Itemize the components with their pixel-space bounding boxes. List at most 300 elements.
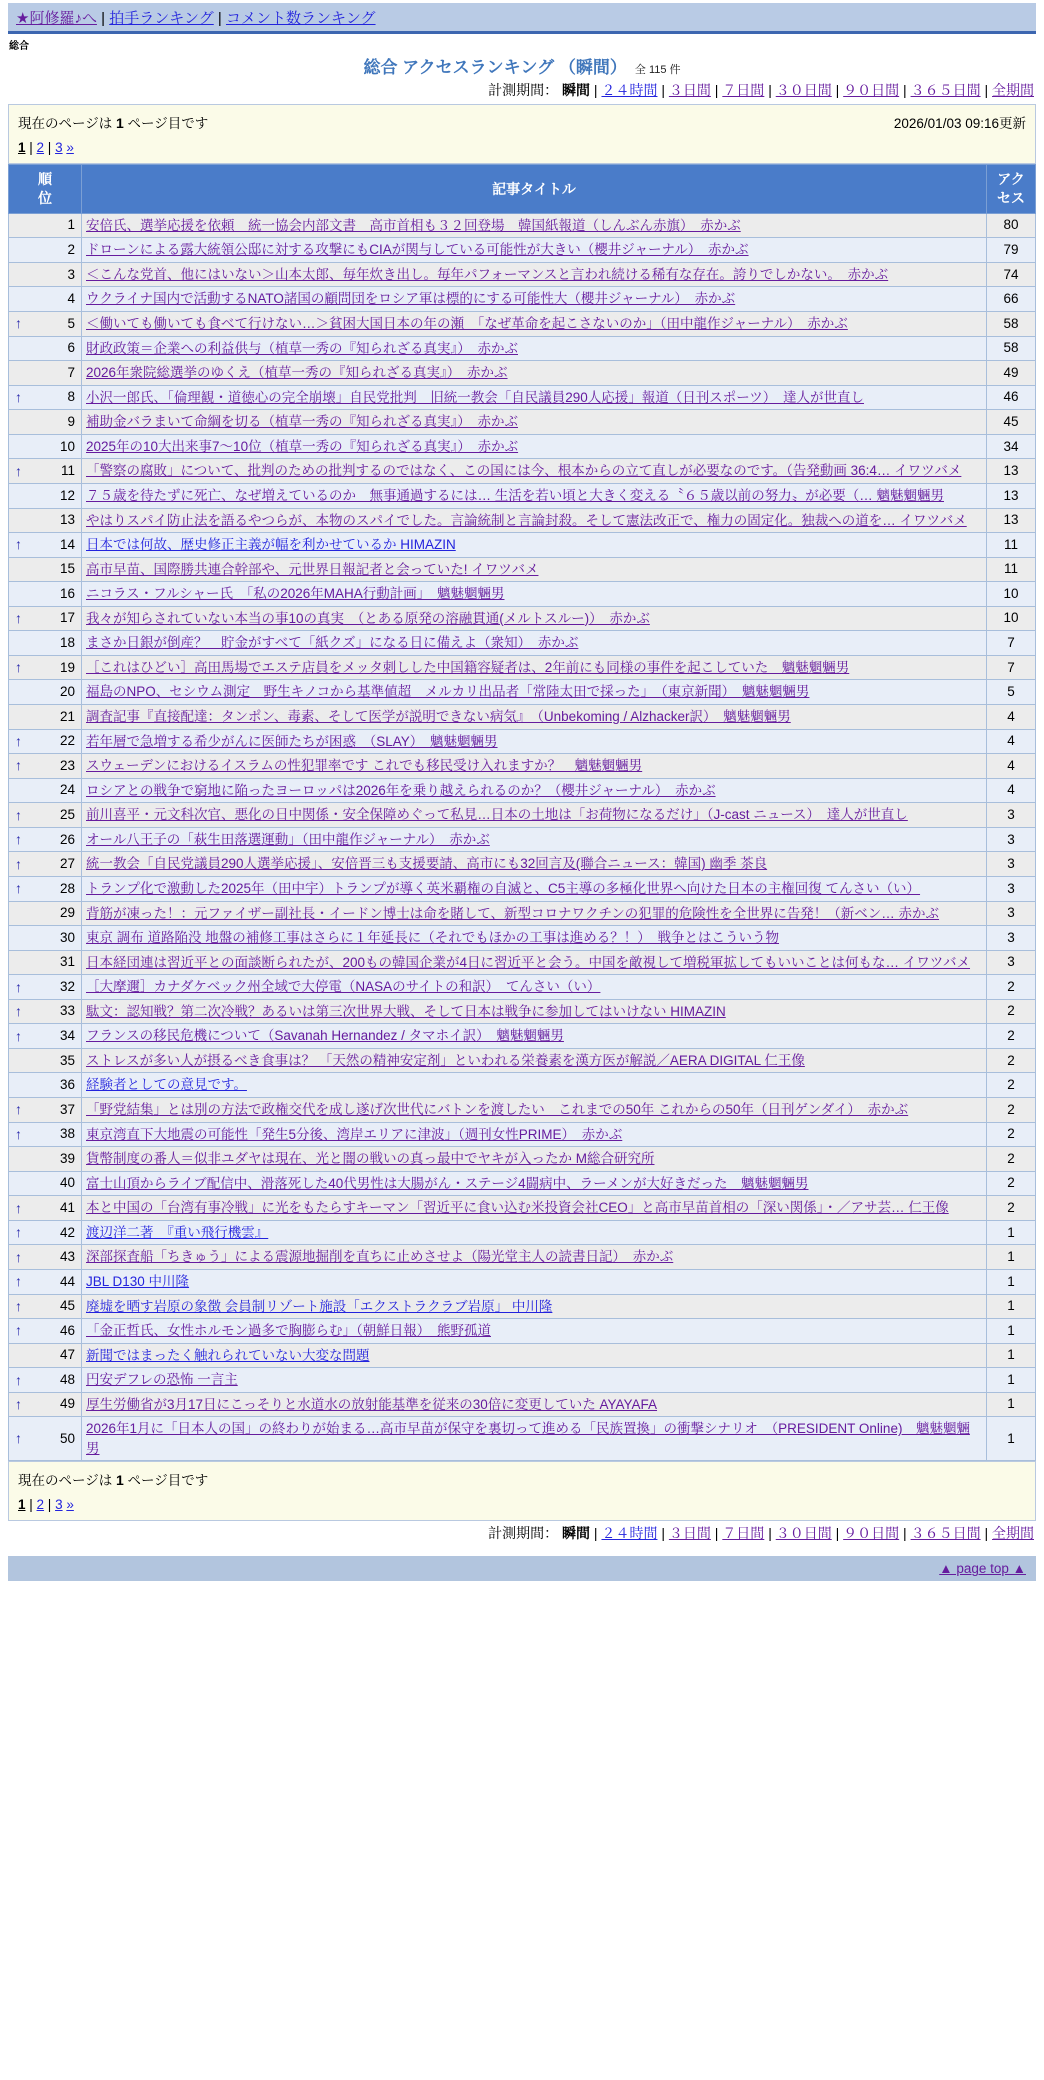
article-link[interactable]: 統一教会「自民党議員290人選挙応援」、安倍晋三も支援要請、高市にも32回言及(聯合ニュース：韓国) 幽季 茶良 xyxy=(86,856,768,872)
article-link[interactable]: 東京 調布 道路陥没 地盤の補修工事はさらに１年延長に（それでもほかの工事は進める？！） 戦争とはこういう物 xyxy=(86,930,780,946)
period-option-1[interactable]: ２４時間 xyxy=(601,82,658,98)
access-count: 10 xyxy=(987,606,1036,631)
table-row xyxy=(9,1122,1036,1147)
rank-number: 5 xyxy=(67,315,75,331)
rank-number: 9 xyxy=(67,413,75,429)
access-count: 3 xyxy=(987,950,1036,975)
article-link[interactable]: 本と中国の「台湾有事冷戦」に光をもたらすキーマン「習近平に食い込む米投資会社CEO」と高市早苗首相の「深い関係」・／アサ芸… 仁王像 xyxy=(86,1200,949,1216)
table-row xyxy=(9,1147,1036,1172)
article-link[interactable]: 高市早苗、国際勝共連合幹部や、元世界日報記者と会っていた! イワツバメ xyxy=(86,561,539,577)
up-arrow-icon: ↑ xyxy=(15,1297,22,1314)
rank-cell xyxy=(9,582,82,607)
article-link[interactable]: 新聞ではまったく触れられていない大変な問題 xyxy=(86,1347,370,1363)
table-row xyxy=(9,361,1036,386)
access-count: 1 xyxy=(987,1392,1036,1417)
article-link[interactable]: 若年層で急増する希少がんに医師たちが困惑 （SLAY） 魑魅魍魎男 xyxy=(86,733,498,749)
up-arrow-icon: ↑ xyxy=(15,1125,22,1142)
page-link-2[interactable]: 2 xyxy=(36,1497,45,1513)
rank-number: 31 xyxy=(59,954,75,970)
article-link[interactable]: 富士山頂からライブ配信中、滑落死した40代男性は大腸がん・ステージ4闘病中、ラーメンが大好きだった 魑魅魍魎男 xyxy=(86,1175,809,1191)
article-link[interactable]: 2026年衆院総選挙のゆくえ（植草一秀の『知られざる真実』） 赤かぶ xyxy=(86,365,508,381)
title-cell xyxy=(82,336,987,361)
rank-number: 43 xyxy=(59,1249,75,1265)
rank-cell xyxy=(9,1392,82,1417)
access-count: 2 xyxy=(987,975,1036,1000)
table-row xyxy=(9,434,1036,459)
rank-number: 35 xyxy=(59,1052,75,1068)
page-link-3[interactable]: 3 xyxy=(55,140,63,155)
period-option-4[interactable]: ３０日間 xyxy=(775,82,832,98)
article-link[interactable]: 我々が知らされていない本当の事10の真実 （とある原発の溶融貫通(メルトスルー)） 赤かぶ xyxy=(86,610,650,626)
access-count: 3 xyxy=(987,926,1036,951)
up-arrow-icon: ↑ xyxy=(15,1322,22,1339)
rank-cell xyxy=(9,606,82,631)
article-link[interactable]: ［これはひどい］高田馬場でエステ店員をメッタ刺しした中国籍容疑者は、2年前にも同様の事件を起こしていた 魑魅魍魎男 xyxy=(86,659,850,675)
article-link[interactable]: 日本では何故、歴史修正主義が幅を利かせているか HIMAZIN xyxy=(86,537,456,553)
period-current: 瞬間 xyxy=(562,82,591,98)
rank-cell xyxy=(9,434,82,459)
rank-cell xyxy=(9,680,82,705)
period-option-3[interactable]: ７日間 xyxy=(722,82,765,98)
rank-number: 39 xyxy=(59,1150,75,1166)
rank-number: 7 xyxy=(67,364,75,380)
rank-cell xyxy=(9,508,82,533)
access-count: 3 xyxy=(987,803,1036,828)
access-count: 58 xyxy=(987,336,1036,361)
category-label: 総合 xyxy=(9,41,29,52)
table-row xyxy=(9,1048,1036,1073)
access-count: 2 xyxy=(987,1122,1036,1147)
title-cell xyxy=(82,655,987,680)
up-arrow-icon: ↑ xyxy=(15,732,22,749)
title-cell xyxy=(82,434,987,459)
rank-cell xyxy=(9,238,82,263)
updated-timestamp: 2026/01/03 09:16更新 xyxy=(893,116,1026,131)
access-count: 34 xyxy=(987,434,1036,459)
title-cell xyxy=(82,1098,987,1123)
article-link[interactable]: 駄文：認知戦？第二次冷戦？あるいは第三次世界大戦、そして日本は戦争に参加してはいけない HIMAZIN xyxy=(86,1003,726,1019)
table-row xyxy=(9,754,1036,779)
table-row xyxy=(9,410,1036,435)
article-link[interactable]: 2025年の10大出来事7～10位（植草一秀の『知られざる真実』） 赤かぶ xyxy=(86,438,519,454)
title-cell xyxy=(82,238,987,263)
title-cell xyxy=(82,1048,987,1073)
rank-cell xyxy=(9,312,82,337)
article-link[interactable]: ［大摩邇］カナダケベック州全域で大停電（NASAのサイトの和訳） てんさい（い） xyxy=(86,979,601,995)
access-count: 3 xyxy=(987,876,1036,901)
article-link[interactable]: 「警察の腐敗」について、批判のための批判するのではなく、この国には今、根本からの立て直しが必要なのです。（告発動画 36:4… イワツバメ xyxy=(86,463,962,479)
title-cell xyxy=(82,876,987,901)
page-top-link[interactable]: ▲ page top ▲ xyxy=(939,1561,1026,1577)
rank-cell xyxy=(9,1098,82,1123)
period-selector-bottom: 計測期間： 瞬間 | ２４時間 | ３日間 | ７日間 | ３０日間 | ９０日間 | ３６５日間 | 全期間 xyxy=(488,1525,1034,1542)
article-link[interactable]: 安倍氏、選挙応援を依頼 統一協会内部文書 高市首相も３２回登場 韓国紙報道（しんぶん赤旗） 赤かぶ xyxy=(86,217,741,233)
article-link[interactable]: フランスの移民危機について（Savanah Hernandez / タマホイ訳） 魑魅魍魎男 xyxy=(86,1028,564,1044)
article-link[interactable]: ニコラス・フルシャー氏 「私の2026年MAHA行動計画」 魑魅魍魎男 xyxy=(86,586,505,602)
rank-cell xyxy=(9,754,82,779)
pager-status-line: 2026/01/03 09:16更新 現在のページは 1 ページ目です xyxy=(18,112,1026,132)
rank-column-header: 順位 xyxy=(9,165,82,214)
rank-number: 21 xyxy=(59,708,75,724)
table-row xyxy=(9,631,1036,656)
access-count: 3 xyxy=(987,852,1036,877)
article-link[interactable]: 「野党結集」とは別の方法で政権交代を成し遂げ次世代にバトンを渡したい これまでの50年 これからの50年（日刊ゲンダイ） 赤かぶ xyxy=(86,1102,909,1118)
article-link[interactable]: 日本経団連は習近平との面談断られたが、200もの韓国企業が4日に習近平と会う。中国を敵視して増税軍拡してもいいことは何もな… イワツバメ xyxy=(86,954,971,970)
rank-number: 4 xyxy=(67,291,75,307)
access-column-header: アクセス xyxy=(987,165,1036,214)
title-cell xyxy=(82,901,987,926)
title-cell xyxy=(82,508,987,533)
table-row xyxy=(9,1024,1036,1049)
rank-cell xyxy=(9,213,82,238)
rank-cell xyxy=(9,1024,82,1049)
article-link[interactable]: オール八王子の「萩生田落選運動」（田中龍作ジャーナル） 赤かぶ xyxy=(86,831,490,847)
table-row xyxy=(9,999,1036,1024)
article-link[interactable]: 補助金バラまいて命綱を切る（植草一秀の『知られざる真実』） 赤かぶ xyxy=(86,414,518,430)
total-count: 全 115 件 xyxy=(634,64,681,76)
rank-number: 25 xyxy=(59,806,75,822)
table-row xyxy=(9,262,1036,287)
article-link[interactable]: ロシアとの戦争で窮地に陥ったヨーロッパは2026年を乗り越えられるのか？（櫻井ジャーナル） 赤かぶ xyxy=(86,782,716,798)
table-row xyxy=(9,213,1036,238)
access-count: 4 xyxy=(987,705,1036,730)
up-arrow-icon: ↑ xyxy=(15,1101,22,1118)
rank-number: 29 xyxy=(59,905,75,921)
table-row xyxy=(9,1171,1036,1196)
rank-cell xyxy=(9,1147,82,1172)
article-link[interactable]: 廃墟を晒す岩原の象徴 会員制リゾート施設「エクストラクラブ岩原」 中川隆 xyxy=(86,1298,553,1314)
rank-number: 26 xyxy=(59,831,75,847)
access-count: 2 xyxy=(987,1147,1036,1172)
title-column-header: 記事タイトル xyxy=(82,165,987,214)
current-page-number: 1 xyxy=(115,1472,124,1489)
table-row xyxy=(9,876,1036,901)
title-cell xyxy=(82,582,987,607)
article-link[interactable]: スウェーデンにおけるイスラムの性犯罪率です これでも移民受け入れますか？ 魑魅魍魎男 xyxy=(86,758,643,774)
title-cell xyxy=(82,262,987,287)
up-arrow-icon: ↑ xyxy=(15,610,22,627)
rank-number: 11 xyxy=(60,463,75,479)
up-arrow-icon: ↑ xyxy=(15,1027,22,1044)
title-cell xyxy=(82,213,987,238)
next-page-link[interactable]: » xyxy=(66,140,74,155)
article-link[interactable]: 経験者としての意見です。 xyxy=(86,1077,247,1093)
table-row xyxy=(9,1392,1036,1417)
period-option-4[interactable]: ３０日間 xyxy=(775,1525,832,1542)
table-row xyxy=(9,238,1036,263)
up-arrow-icon: ↑ xyxy=(15,880,22,897)
title-cell xyxy=(82,1392,987,1417)
rank-number: 34 xyxy=(59,1028,75,1043)
up-arrow-icon: ↑ xyxy=(15,315,22,332)
title-cell xyxy=(82,1368,987,1393)
access-count: 11 xyxy=(987,557,1036,582)
rank-cell xyxy=(9,950,82,975)
up-arrow-icon: ↑ xyxy=(15,978,22,995)
rank-cell xyxy=(9,1122,82,1147)
access-count: 1 xyxy=(987,1245,1036,1270)
title-cell xyxy=(82,705,987,730)
table-row xyxy=(9,533,1036,558)
rank-number: 45 xyxy=(59,1298,75,1314)
rank-cell xyxy=(9,901,82,926)
rank-cell xyxy=(9,1196,82,1221)
title-cell xyxy=(82,483,987,508)
up-arrow-icon: ↑ xyxy=(15,831,22,848)
rank-cell xyxy=(9,385,82,410)
period-option-2[interactable]: ３日間 xyxy=(668,82,711,98)
rank-number: 6 xyxy=(67,340,75,356)
rank-cell xyxy=(9,803,82,828)
article-link[interactable]: 背筋が凍った！：元ファイザー副社長・イードン博士は命を賭して、新型コロナワクチンの犯罪的危険性を全世界に告発！（新ベン… 赤かぶ xyxy=(86,905,940,921)
rank-number: 48 xyxy=(59,1371,75,1387)
pager-status-line: 現在のページは 1 ページ目です xyxy=(18,1472,209,1489)
title-cell xyxy=(82,1147,987,1172)
rank-number: 44 xyxy=(59,1273,75,1289)
table-row xyxy=(9,852,1036,877)
period-option-7[interactable]: 全期間 xyxy=(992,82,1034,98)
rank-number: 36 xyxy=(59,1077,75,1093)
access-count: 46 xyxy=(987,385,1036,410)
rank-number: 19 xyxy=(59,659,75,675)
title-cell xyxy=(82,999,987,1024)
rank-number: 41 xyxy=(59,1199,75,1215)
title-cell xyxy=(82,557,987,582)
rank-number: 27 xyxy=(59,856,75,872)
period-current: 瞬間 xyxy=(562,1525,591,1542)
page-link-3[interactable]: 3 xyxy=(55,1497,63,1513)
table-row xyxy=(9,803,1036,828)
page-current: 1 xyxy=(18,140,26,155)
rank-cell xyxy=(9,852,82,877)
access-count: 2 xyxy=(987,1196,1036,1221)
access-count: 10 xyxy=(987,582,1036,607)
table-header-row xyxy=(9,165,1036,214)
access-count: 3 xyxy=(987,827,1036,852)
page xyxy=(4,0,1040,2070)
up-arrow-icon: ↑ xyxy=(15,1273,22,1290)
rank-number: 24 xyxy=(59,782,75,798)
table-row xyxy=(9,1073,1036,1098)
table-row xyxy=(9,459,1036,484)
period-selector-top: 計測期間： 瞬間 | ２４時間 | ３日間 | ７日間 | ３０日間 | ９０日間 | ３６５日間 | 全期間 xyxy=(488,82,1034,98)
article-link[interactable]: 福島のNPO、セシウム測定 野生キノコから基準値超 メルカリ出品者「常陸太田で採った」 （東京新聞） 魑魅魍魎男 xyxy=(86,684,810,700)
article-link[interactable]: 厚生労働省が3月17日にこっそりと水道水の放射能基準を従来の30倍に変更していた AYAYAFA xyxy=(86,1396,658,1412)
topnav-link-3[interactable]: コメント数ランキング xyxy=(225,10,376,27)
table-row xyxy=(9,1417,1036,1461)
rank-cell xyxy=(9,1220,82,1245)
table-row xyxy=(9,705,1036,730)
article-link[interactable]: ＜こんな党首、他にはいない＞山本太郎、毎年炊き出し。毎年パフォーマンスと言われ続ける稀有な存在。誇りでしかない。 赤かぶ xyxy=(86,266,889,282)
period-option-6[interactable]: ３６５日間 xyxy=(910,82,981,98)
title-cell xyxy=(82,1024,987,1049)
title-cell xyxy=(82,778,987,803)
article-link[interactable]: 渡辺洋二著 『重い飛行機雲』 xyxy=(86,1224,269,1240)
title-cell xyxy=(82,754,987,779)
title-cell xyxy=(82,385,987,410)
rank-number: 23 xyxy=(59,757,75,773)
rank-number: 33 xyxy=(59,1003,75,1019)
article-link[interactable]: ストレスが多い人が摂るべき食事は？ 「天然の精神安定剤」といわれる栄養素を漢方医が解説／AERA DIGITAL 仁王像 xyxy=(86,1052,805,1068)
rank-number: 49 xyxy=(59,1396,75,1412)
access-count: 74 xyxy=(987,262,1036,287)
rank-cell xyxy=(9,336,82,361)
page-current: 1 xyxy=(18,1497,26,1513)
rank-number: 15 xyxy=(59,561,75,577)
article-link[interactable]: 貨幣制度の番人＝似非ユダヤは現在、光と闇の戦いの真っ最中でヤキが入ったか M総合研究所 xyxy=(86,1151,655,1167)
topnav-link-1[interactable]: ★阿修羅♪へ xyxy=(16,10,97,27)
up-arrow-icon: ↑ xyxy=(15,1003,22,1020)
title-cell xyxy=(82,803,987,828)
pager-box-top xyxy=(8,104,1036,164)
title-cell xyxy=(82,1294,987,1319)
rank-number: 20 xyxy=(59,684,75,700)
current-page-number: 1 xyxy=(115,115,124,131)
table-row xyxy=(9,778,1036,803)
article-link[interactable]: まさか日銀が倒産？ 貯金がすべて「紙クズ」になる日に備えよ（衆知） 赤かぶ xyxy=(86,635,579,651)
table-row xyxy=(9,729,1036,754)
up-arrow-icon: ↑ xyxy=(15,1371,22,1388)
rank-cell xyxy=(9,1368,82,1393)
access-count: 1 xyxy=(987,1220,1036,1245)
article-link[interactable]: ドローンによる露大統領公邸に対する攻撃にもCIAが関与している可能性が大きい（櫻井ジャーナル） 赤かぶ xyxy=(86,242,749,258)
period-option-2[interactable]: ３日間 xyxy=(668,1525,711,1542)
access-count: 45 xyxy=(987,410,1036,435)
rank-number: 3 xyxy=(67,266,75,282)
access-count: 2 xyxy=(987,1098,1036,1123)
table-row xyxy=(9,901,1036,926)
period-option-5[interactable]: ９０日間 xyxy=(843,1525,900,1542)
table-row xyxy=(9,287,1036,312)
article-link[interactable]: トランプ化で激動した2025年（田中宇）トランプが導く英米覇権の自滅と、C5主導の多極化世界へ向けた日本の主権回復 てんさい（い） xyxy=(86,880,921,896)
access-count: 1 xyxy=(987,1294,1036,1319)
access-count: 13 xyxy=(987,459,1036,484)
pager-links: 1 | 2 | 3 » xyxy=(18,140,74,155)
title-cell xyxy=(82,950,987,975)
up-arrow-icon: ↑ xyxy=(15,536,22,553)
table-row xyxy=(9,1368,1036,1393)
article-link[interactable]: 円安デフレの恐怖 一言主 xyxy=(86,1372,238,1388)
access-count: 66 xyxy=(987,287,1036,312)
rank-cell xyxy=(9,705,82,730)
article-link[interactable]: やはりスパイ防止法を語るやつらが、本物のスパイでした。言論統制と言論封殺。そして憲法改正で、権力の固定化。独裁への道を… イワツバメ xyxy=(86,512,967,528)
table-row xyxy=(9,680,1036,705)
article-link[interactable]: 深部探査船「ちきゅう」による震源地掘削を直ちに止めさせよ（陽光堂主人の読書日記） 赤かぶ xyxy=(86,1249,674,1265)
table-row xyxy=(9,655,1036,680)
access-count: 80 xyxy=(987,213,1036,238)
table-row xyxy=(9,336,1036,361)
up-arrow-icon: ↑ xyxy=(15,462,22,479)
article-link[interactable]: 東京湾直下大地震の可能性「発生5分後、湾岸エリアに津波」（週刊女性PRIME） 赤かぶ xyxy=(86,1126,623,1142)
title-cell xyxy=(82,1417,987,1461)
period-label: 計測期間： xyxy=(488,1525,563,1542)
page-title: 総合 アクセスランキング （瞬間） xyxy=(363,58,627,77)
topnav-link-2[interactable]: 拍手ランキング xyxy=(109,10,214,27)
period-option-3[interactable]: ７日間 xyxy=(722,1525,765,1542)
access-count: 1 xyxy=(987,1269,1036,1294)
article-link[interactable]: ＜働いても働いても食べて行けない…＞貧困大国日本の年の瀬 「なぜ革命を起こさないのか」（田中龍作ジャーナル） 赤かぶ xyxy=(86,316,848,332)
access-count: 5 xyxy=(987,680,1036,705)
rank-number: 13 xyxy=(59,512,75,528)
rank-number: 14 xyxy=(59,536,75,552)
rank-cell xyxy=(9,361,82,386)
rank-cell xyxy=(9,459,82,484)
title-cell xyxy=(82,410,987,435)
table-row xyxy=(9,1319,1036,1344)
rank-cell xyxy=(9,1417,82,1461)
rank-cell xyxy=(9,729,82,754)
table-row xyxy=(9,312,1036,337)
rank-cell xyxy=(9,655,82,680)
table-row xyxy=(9,950,1036,975)
title-cell xyxy=(82,1073,987,1098)
title-cell xyxy=(82,729,987,754)
rank-number: 12 xyxy=(59,487,75,503)
rank-cell xyxy=(9,1343,82,1368)
next-page-link[interactable]: » xyxy=(66,1497,74,1513)
article-link[interactable]: 調査記事『直接配達：タンポン、毒素、そして医学が説明できない病気』 （Unbekoming / Alzhacker訳） 魑魅魍魎男 xyxy=(86,709,791,725)
rank-number: 10 xyxy=(59,438,75,454)
page-link-2[interactable]: 2 xyxy=(36,140,45,155)
up-arrow-icon: ↑ xyxy=(15,855,22,872)
rank-cell xyxy=(9,926,82,951)
article-link[interactable]: 小沢一郎氏、「倫理観・道徳心の完全崩壊」自民党批判 旧統一教会「自民議員290人応援」報道（日刊スポーツ） 達人が世直し xyxy=(86,389,864,405)
rank-number: 32 xyxy=(59,978,75,994)
table-row xyxy=(9,582,1036,607)
article-link[interactable]: 「金正哲氏、女性ホルモン過多で胸膨らむ」（朝鮮日報） 熊野孤道 xyxy=(86,1323,491,1339)
article-link[interactable]: ウクライナ国内で活動するNATO諸国の顧問団をロシア軍は標的にする可能性大（櫻井ジャーナル） 赤かぶ xyxy=(86,291,736,307)
title-cell xyxy=(82,1319,987,1344)
rank-number: 28 xyxy=(59,880,75,896)
title-cell xyxy=(82,1196,987,1221)
title-cell xyxy=(82,459,987,484)
rank-number: 22 xyxy=(59,733,75,749)
rank-cell xyxy=(9,410,82,435)
title-cell xyxy=(82,680,987,705)
title-line xyxy=(8,53,1036,78)
article-link[interactable]: JBL D130 中川隆 xyxy=(86,1273,190,1289)
period-option-1[interactable]: ２４時間 xyxy=(601,1525,658,1542)
rank-cell xyxy=(9,533,82,558)
period-option-5[interactable]: ９０日間 xyxy=(843,82,900,98)
access-count: 2 xyxy=(987,1171,1036,1196)
table-row xyxy=(9,1220,1036,1245)
rank-cell xyxy=(9,631,82,656)
access-count: 2 xyxy=(987,1048,1036,1073)
access-count: 3 xyxy=(987,901,1036,926)
bottom-bar xyxy=(8,1556,1036,1581)
title-cell xyxy=(82,852,987,877)
title-cell xyxy=(82,1220,987,1245)
up-arrow-icon: ↑ xyxy=(15,659,22,676)
article-link[interactable]: 2026年1月に「日本人の国」の終わりが始まる…高市早苗が保守を裏切って進める「民族置換」の衝撃シナリオ （PRESIDENT Online) 魑魅魍魎男 xyxy=(86,1421,970,1456)
access-count: 13 xyxy=(987,483,1036,508)
period-option-7[interactable]: 全期間 xyxy=(992,1525,1034,1542)
article-link[interactable]: 財政政策＝企業への利益供与（植草一秀の『知られざる真実』） 赤かぶ xyxy=(86,340,518,356)
table-row xyxy=(9,926,1036,951)
article-link[interactable]: 前川喜平・元文科次官、悪化の日中関係・安全保障めぐって私見…日本の土地は「お荷物になるだけ」（J-cast ニュース） 達人が世直し xyxy=(86,807,908,823)
rank-number: 47 xyxy=(59,1347,75,1363)
rank-cell xyxy=(9,1171,82,1196)
rank-cell xyxy=(9,1245,82,1270)
access-count: 4 xyxy=(987,754,1036,779)
article-link[interactable]: ７５歳を待たずに死亡、なぜ増えているのか 無事通過するには… 生活を若い頃と大きく変える〝６５歳以前の努力〟が必要（… 魑魅魍魎男 xyxy=(86,487,944,503)
rank-cell xyxy=(9,262,82,287)
title-cell xyxy=(82,1122,987,1147)
rank-number: 1 xyxy=(67,217,75,233)
table-row xyxy=(9,1269,1036,1294)
period-option-6[interactable]: ３６５日間 xyxy=(910,1525,981,1542)
